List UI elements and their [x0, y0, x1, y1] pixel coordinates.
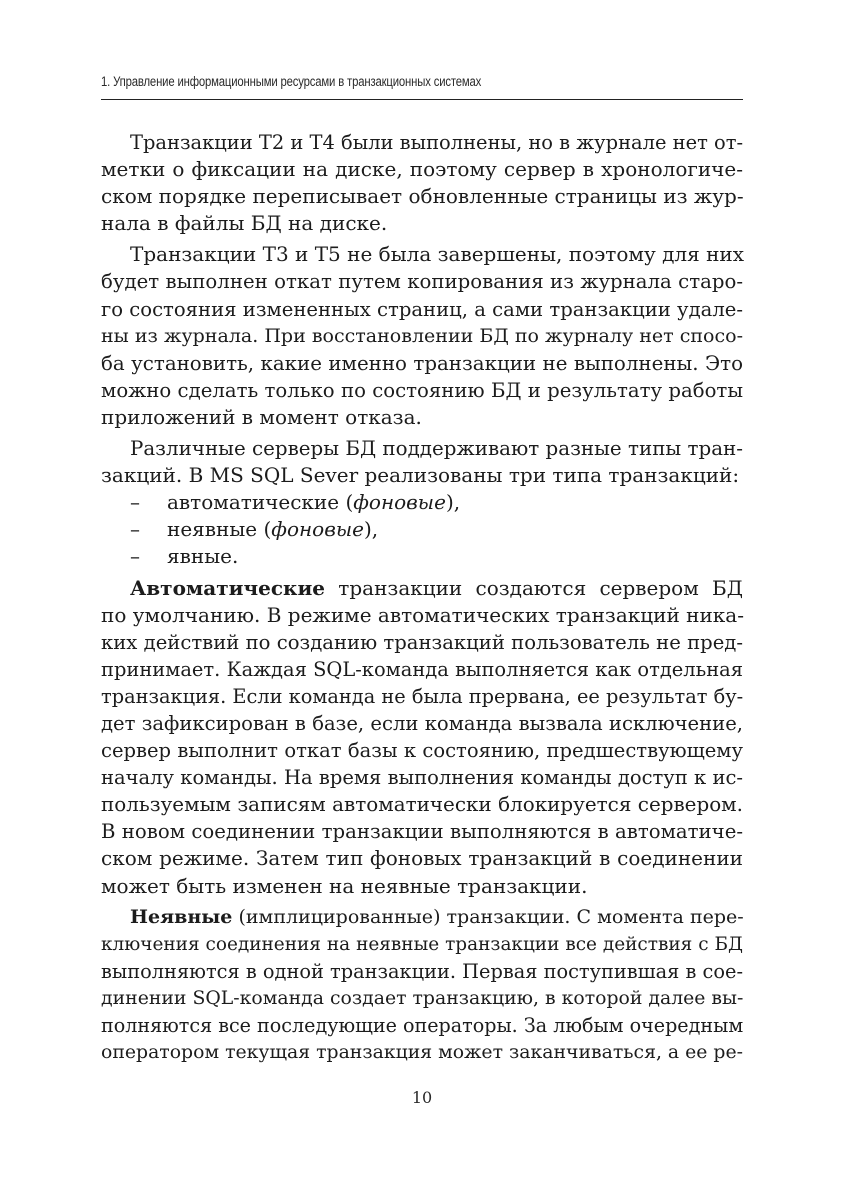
text-line: будет выполнен откат путем копирования из журнала старо-	[101, 270, 743, 294]
page-number: 10	[411, 1088, 433, 1107]
text-line: динении SQL-команда создает транзакцию, в которой далее вы-	[101, 987, 744, 1009]
list-item	[101, 543, 743, 570]
text-line: В новом соединении транзакции выполняются в автоматиче-	[101, 820, 743, 844]
list-item-italic: фоновые	[271, 517, 364, 542]
text-line: нала в файлы БД на диске.	[101, 211, 388, 236]
body-text	[101, 129, 743, 1070]
text-line: ключения соединения на неявные транзакции все действия с БД	[101, 933, 743, 955]
paragraph-automatic-transactions	[101, 575, 743, 900]
list-item-text: неявные (	[167, 517, 272, 542]
list-dash: –	[130, 544, 140, 569]
text-line: ском порядке переписывает обновленные страницы из жур-	[101, 184, 744, 209]
text-line: ском режиме. Затем тип фоновых транзакций в соединении	[101, 846, 743, 871]
list-item-italic: фоновые	[353, 490, 446, 515]
text-line: пользуемым записям автоматически блокируется сервером.	[101, 793, 743, 817]
text-line: по умолчанию. В режиме автоматических транзакций ника-	[101, 602, 744, 627]
list-item	[101, 489, 743, 516]
paragraph-recovery-redo	[101, 129, 743, 237]
text-line	[101, 904, 743, 931]
text-line: метки о фиксации на диске, поэтому сервер в хронологиче-	[101, 157, 743, 182]
text-line: принимает. Каждая SQL-команда выполняется как отдельная	[101, 657, 743, 681]
text-line: приложений в момент отказа.	[101, 404, 422, 429]
running-head: 1. Управление информационными ресурсами в транзакционных системах	[101, 74, 482, 89]
list-item-text: автоматические (	[167, 490, 354, 515]
text-line: полняются все последующие операторы. За любым очередным	[101, 1014, 744, 1037]
text-line: Транзакции Т3 и Т5 не была завершены, поэтому для них	[130, 242, 745, 267]
text-line: Различные серверы БД поддерживают разные типы тран-	[130, 437, 743, 461]
text-line	[101, 575, 743, 602]
list-item-tail: ),	[445, 490, 461, 515]
paragraph-implicit-transactions	[101, 904, 743, 1067]
text-line: Транзакции Т2 и Т4 были выполнены, но в журнале нет от-	[130, 131, 744, 154]
transaction-types-list	[101, 489, 743, 570]
text-line: может быть изменен на неявные транзакции.	[101, 873, 588, 898]
text-line: транзакция. Если команда не была прервана, ее результат бу-	[101, 684, 744, 708]
paragraph-recovery-rollback	[101, 241, 743, 431]
text-line: ба установить, какие именно транзакции не выполнены. Это	[101, 351, 743, 375]
list-dash: –	[130, 490, 140, 515]
text-line: ны из журнала. При восстановлении БД по журналу нет спосо-	[101, 324, 743, 347]
text-run: транзакции создаются сервером БД	[325, 575, 743, 600]
list-item-text: явные.	[167, 544, 239, 569]
list-item-tail: ),	[363, 517, 379, 542]
list-dash: –	[130, 517, 140, 542]
text-line: можно сделать только по состоянию БД и результату работы	[101, 378, 743, 402]
text-line: выполняются в одной транзакции. Первая поступившая в сое-	[101, 959, 743, 983]
term-automatic: Автоматические	[130, 575, 326, 600]
text-line: ких действий по созданию транзакций пользователь не пред-	[101, 630, 743, 654]
text-line: дет зафиксирован в базе, если команда вызвала исключение,	[101, 711, 743, 735]
text-line: го состояния измененных страниц, а сами транзакции удале-	[101, 297, 743, 321]
list-item	[101, 516, 743, 543]
text-line: закций. В MS SQL Sever реализованы три типа транзакций:	[101, 463, 740, 488]
text-run: (имплицированные) транзакции. С момента пере-	[232, 905, 744, 928]
paragraph-transaction-types	[101, 435, 743, 489]
text-line: сервер выполнит откат базы к состоянию, предшествующему	[101, 739, 743, 763]
text-line: оператором текущая транзакция может заканчиваться, а ее ре-	[101, 1042, 743, 1064]
text-line: началу команды. На время выполнения команды доступ к ис-	[101, 766, 743, 790]
term-implicit: Неявные	[130, 905, 233, 928]
header-rule	[101, 99, 743, 100]
